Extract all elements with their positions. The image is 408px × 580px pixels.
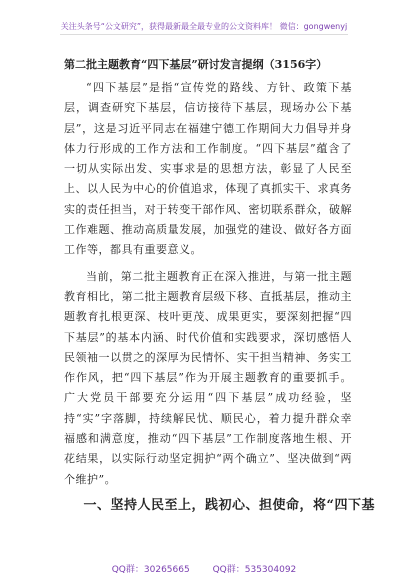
document-title: 第二批主题教育“四下基层”研讨发言提纲（3156字）	[64, 58, 328, 71]
footer-banner	[0, 562, 408, 575]
paragraph-1: “四下基层”是指“宣传党的路线、方针、政策下基层，调查研究下基层，信访接待下基层，现场办公下基层”，这是习近平同志在福建宁德工作期间大力倡导并身体力行形成的工作方法和工作制度。“四下基层”蕴含了一切从实际出发、实事求是的思想方法，彰显了人民至上、以人民为中心的价值追求，体现了真抓实干、求真务实的责任担当，对于转变干部作风、密切联系群众，破解工作难题、推动高质量发展，加强党的建设、做好各方面工作等，都具有重要意义。	[64, 81, 352, 257]
paragraph-2: 当前，第二批主题教育正在深入推进，与第一批主题教育相比，第二批主题教育层级下移、直抵基层，推动主题教育扎根更深、枝叶更茂、成果更实，要深刻把握“四下基层”的基本内涵、时代价值和实践要求，深切感悟人民领袖一以贯之的深厚为民情怀、实干担当精神、务实工作作风，把“四下基层”作为开展主题教育的重要抓手。广大党员干部要充分运用“四下基层”成功经验，坚持“实”字落脚，持续解民忧、顺民心，着力提升群众幸福感和满意度，推动“四下基层”工作制度落地生根、开花结果，以实际行动坚定拥护“两个确立”、坚决做到“两个维护”。	[64, 269, 352, 486]
footer-qq-group-2: QQ群：535304092	[212, 565, 297, 575]
footer-qq-group-1: QQ群：30265665	[111, 565, 190, 575]
header-banner: 关注头条号“公文研究”，获得最新最全最专业的公文资料库！ 微信：gongwenyj	[60, 22, 348, 31]
header-divider	[60, 34, 348, 35]
section-heading: 一、坚持人民至上，践初心、担使命，将“四下基	[83, 497, 375, 513]
document-body	[64, 56, 375, 516]
